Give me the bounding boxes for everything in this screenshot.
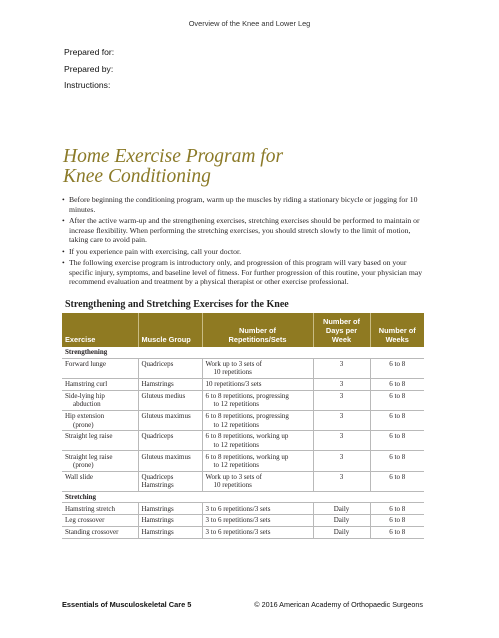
header-days-per-week — [313, 313, 370, 347]
muscle-group-cell: Gluteus maximus — [138, 451, 202, 471]
intro-bullet-list — [62, 195, 430, 289]
bullet-item: • After the active warm-up and the strengthening exercises, stretching exercises should be performed to maintain or increase flexibility. When performing the stretching exercises, you should stretch slowly to the limit of motion, taking care to avoid pain. — [62, 216, 430, 245]
muscle-group-cell: Quadriceps — [138, 431, 202, 451]
weeks-cell: 6 to 8 — [370, 503, 424, 515]
exercise-name: Forward lunge — [65, 359, 107, 368]
section-label: Strengthening — [62, 347, 424, 358]
section-row-stretching — [62, 491, 424, 503]
exercise-name: Side-lying hip — [65, 391, 105, 400]
days-cell: 3 — [313, 358, 370, 378]
muscle-group-cell: Hamstrings — [138, 527, 202, 539]
days-cell: 3 — [313, 390, 370, 410]
muscle-group-cell: Gluteus maximus — [138, 410, 202, 430]
days-cell: 3 — [313, 410, 370, 430]
muscle-group-cell: Quadriceps — [138, 358, 202, 378]
repetitions-text: to 12 repetitions — [213, 440, 259, 449]
header-days-line: Days per — [325, 326, 358, 335]
table-title: Strengthening and Stretching Exercises for the Knee — [65, 299, 289, 310]
instructions-label: Instructions: — [64, 80, 111, 90]
bullet-item: • The following exercise program is introductory only, and progression of this program will vary based on your specific injury, symptoms, and baseline level of fitness. For further progression of this routine, your physician may recommend evaluation and treatment by a physical therapist or other exercise professional. — [62, 258, 430, 287]
repetitions-text: to 12 repetitions — [213, 400, 259, 409]
exercise-cell — [62, 358, 138, 378]
exercise-name: (prone) — [73, 460, 94, 469]
exercise-table — [62, 313, 424, 539]
table-row — [62, 390, 424, 410]
repetitions-cell — [202, 410, 313, 430]
muscle-group-text: Quadriceps — [141, 472, 174, 481]
exercise-name: (prone) — [73, 420, 94, 429]
exercise-cell: Wall slide — [62, 471, 138, 491]
days-cell: 3 — [313, 471, 370, 491]
repetitions-text: 6 to 8 repetitions, progressing — [205, 391, 289, 400]
header-weeks-line: Number of — [378, 326, 416, 335]
prepared-for-label: Prepared for: — [64, 47, 115, 57]
weeks-cell: 6 to 8 — [370, 527, 424, 539]
header-days-line: Week — [331, 335, 352, 344]
days-cell: 3 — [313, 378, 370, 390]
repetitions-cell: 10 repetitions/3 sets — [202, 378, 313, 390]
muscle-group-cell: Gluteus medius — [138, 390, 202, 410]
exercise-cell — [62, 451, 138, 471]
table-row — [62, 471, 424, 491]
table-row — [62, 410, 424, 430]
muscle-group-cell: Hamstrings — [138, 515, 202, 527]
exercise-cell: Straight leg raise — [62, 431, 138, 451]
muscle-group-cell: Hamstrings — [138, 378, 202, 390]
repetitions-text: to 12 repetitions — [213, 420, 259, 429]
table-header — [62, 313, 424, 347]
bullet-item: • If you experience pain with exercising, call your doctor. — [62, 247, 430, 257]
repetitions-cell: 3 to 6 repetitions/3 sets — [202, 515, 313, 527]
table-row — [62, 515, 424, 527]
header-weeks — [370, 313, 424, 347]
table-row — [62, 358, 424, 378]
page-title — [63, 147, 283, 187]
exercise-cell: Standing crossover — [62, 527, 138, 539]
days-cell: Daily — [313, 515, 370, 527]
exercise-cell — [62, 410, 138, 430]
page-title-line-1: Home Exercise Program for — [63, 146, 284, 167]
header-days-line: Number of — [323, 317, 360, 326]
weeks-cell: 6 to 8 — [370, 431, 424, 451]
running-head: Overview of the Knee and Lower Leg — [188, 19, 311, 28]
header-weeks-line: Weeks — [385, 335, 409, 344]
repetitions-text: to 12 repetitions — [213, 460, 259, 469]
table-row — [62, 451, 424, 471]
repetitions-text: Work up to 3 sets of — [205, 472, 262, 481]
exercise-cell — [62, 390, 138, 410]
table-row — [62, 378, 424, 390]
weeks-cell: 6 to 8 — [370, 390, 424, 410]
repetitions-text: 6 to 8 repetitions, progressing — [205, 412, 289, 421]
repetitions-text: 10 repetitions — [213, 368, 252, 377]
exercise-name: Hip extension — [65, 412, 105, 421]
weeks-cell: 6 to 8 — [370, 471, 424, 491]
section-row-strengthening — [62, 347, 424, 358]
repetitions-cell — [202, 431, 313, 451]
repetitions-text: 10 repetitions — [213, 481, 252, 490]
days-cell: Daily — [313, 527, 370, 539]
exercise-cell: Hamstring stretch — [62, 503, 138, 515]
repetitions-cell — [202, 451, 313, 471]
footer-copyright: © 2016 American Academy of Orthopaedic Surgeons — [254, 600, 423, 609]
exercise-cell: Leg crossover — [62, 515, 138, 527]
repetitions-cell — [202, 390, 313, 410]
header-muscle-group: Muscle Group — [138, 313, 202, 347]
prepared-by-label: Prepared by: — [64, 64, 114, 74]
weeks-cell: 6 to 8 — [370, 410, 424, 430]
repetitions-text: Work up to 3 sets of — [205, 359, 262, 368]
header-repetitions-line: Number of — [239, 326, 276, 335]
table-row — [62, 503, 424, 515]
weeks-cell: 6 to 8 — [370, 378, 424, 390]
table-row — [62, 527, 424, 539]
weeks-cell: 6 to 8 — [370, 515, 424, 527]
weeks-cell: 6 to 8 — [370, 451, 424, 471]
table-row — [62, 431, 424, 451]
repetitions-text: 6 to 8 repetitions, working up — [205, 432, 289, 441]
days-cell: 3 — [313, 451, 370, 471]
muscle-group-cell: Hamstrings — [138, 503, 202, 515]
section-label: Stretching — [62, 491, 424, 503]
days-cell: Daily — [313, 503, 370, 515]
exercise-cell: Hamstring curl — [62, 378, 138, 390]
repetitions-cell: 3 to 6 repetitions/3 sets — [202, 503, 313, 515]
days-cell: 3 — [313, 431, 370, 451]
repetitions-cell — [202, 471, 313, 491]
muscle-group-text: Hamstrings — [141, 481, 174, 490]
header-exercise: Exercise — [62, 313, 138, 347]
weeks-cell: 6 to 8 — [370, 358, 424, 378]
muscle-group-cell — [138, 471, 202, 491]
exercise-name: Straight leg raise — [65, 452, 113, 461]
page-title-line-2: Knee Conditioning — [63, 166, 211, 187]
bullet-item: • Before beginning the conditioning program, warm up the muscles by riding a stationary bicycle or jogging for 10 minutes. — [62, 195, 430, 214]
repetitions-text: 6 to 8 repetitions, working up — [205, 452, 289, 461]
header-repetitions — [202, 313, 313, 347]
repetitions-cell: 3 to 6 repetitions/3 sets — [202, 527, 313, 539]
footer-book-title: Essentials of Musculoskeletal Care 5 — [62, 600, 192, 609]
header-repetitions-line: Repetitions/Sets — [228, 335, 287, 344]
repetitions-cell — [202, 358, 313, 378]
exercise-name: abduction — [73, 400, 101, 409]
